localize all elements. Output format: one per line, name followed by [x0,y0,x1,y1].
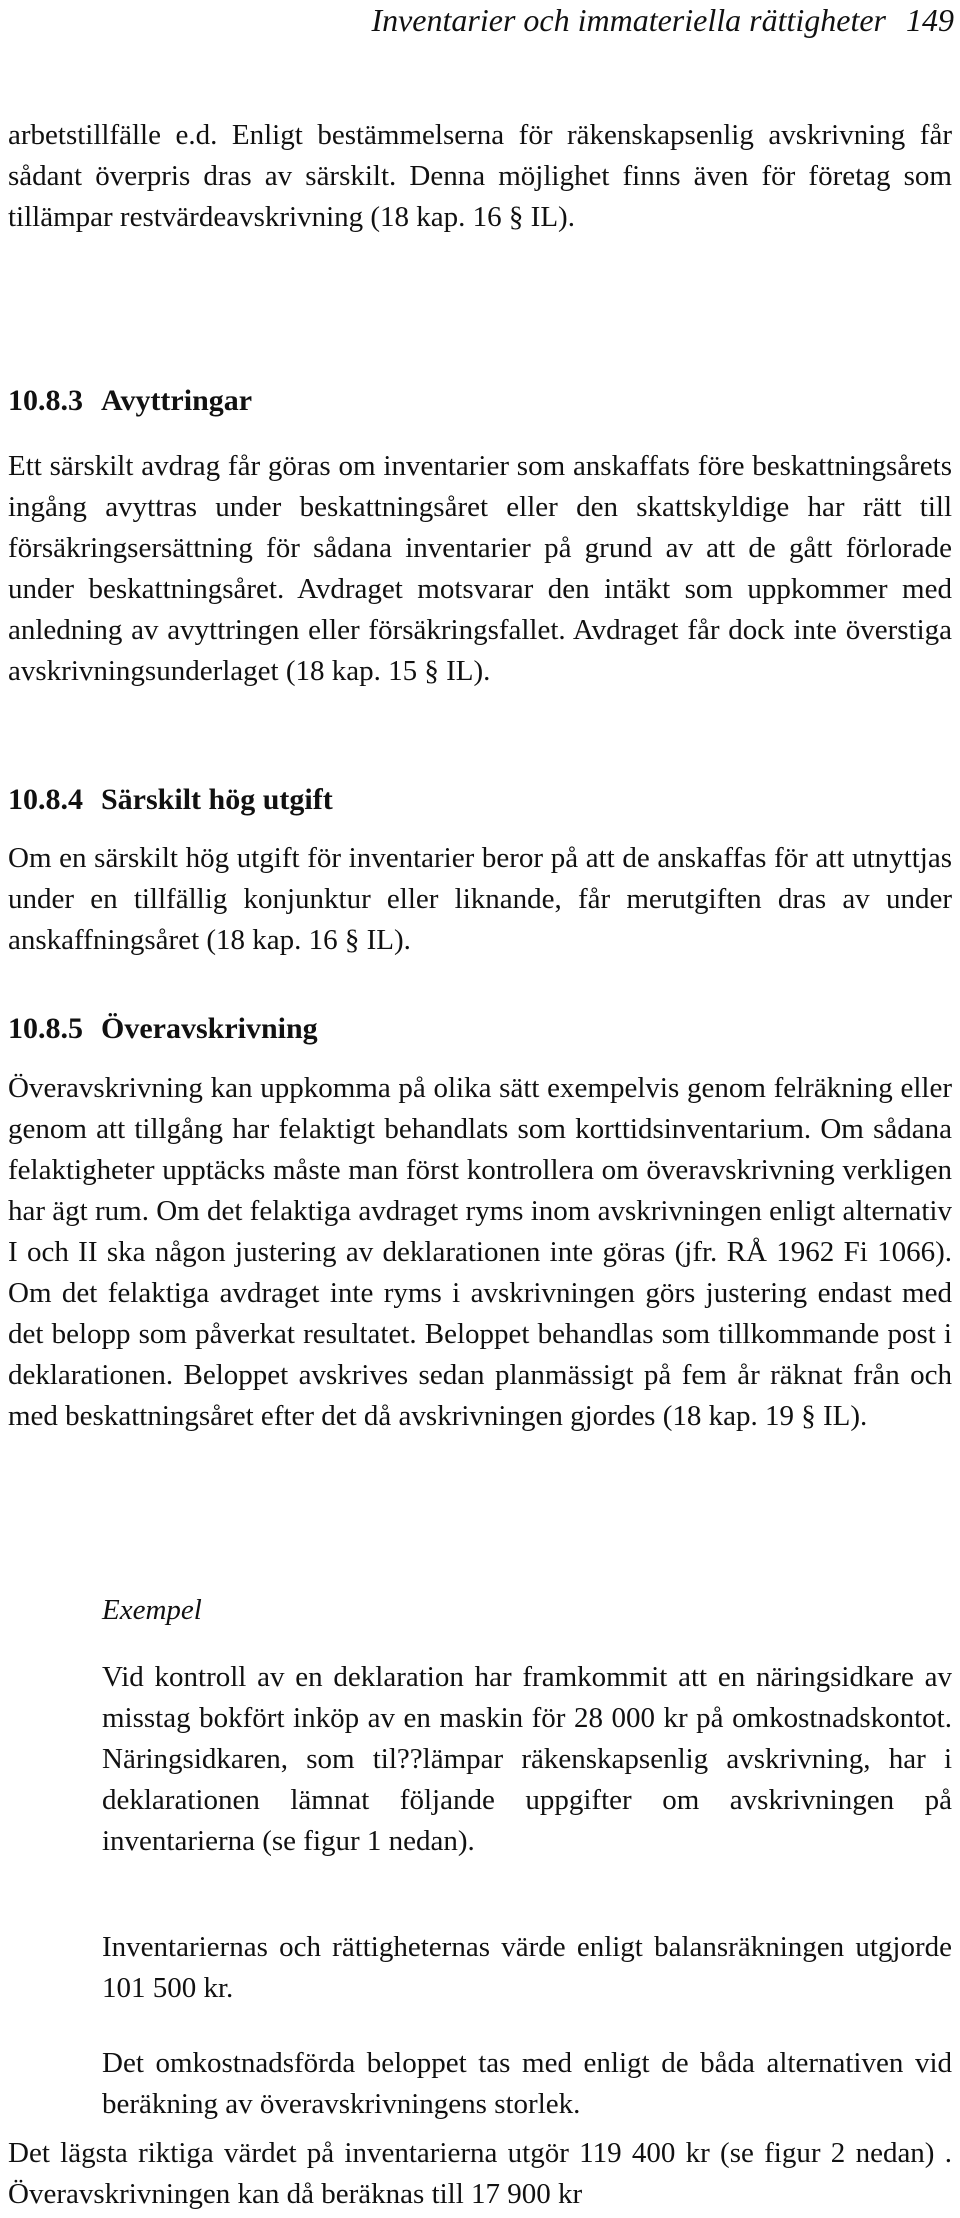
section-title: Överavskrivning [101,1012,318,1045]
example-text-1: Vid kontroll av en deklaration har framkommit att en näringsidkare av misstag bokfört inköp av en maskin för 28 000 kr på omkostnadskontot. Näringsidkaren, som til??lämpar räkenskapsenlig avskrivning, har i deklarationen lämnat följande uppgifter om avskrivningen på inventarierna (se figur 1 nedan). [102,1661,952,1857]
section-heading-avyttringar [8,381,252,421]
final-text: Det lägsta riktiga värdet på inventarierna utgör 119 400 kr (se figur 2 nedan) . Överavskrivningen kan då beräknas till 17 900 kr [8,2137,952,2210]
section-number: 10.8.3 [8,384,83,417]
section-number: 10.8.5 [8,1012,83,1045]
example-paragraph-2 [102,1927,952,2009]
avyttringar-paragraph [8,446,952,692]
section-heading-sarskilt-hog-utgift [8,780,333,820]
example-text-2: Inventariernas och rättigheternas värde enligt balansräkningen utgjorde 101 500 kr. [102,1931,952,2004]
example-paragraph-1 [102,1657,952,1862]
example-label: Exempel [102,1594,202,1626]
overavskrivning-paragraph [8,1068,952,1437]
overavskrivning-text: Överavskrivning kan uppkomma på olika sätt exempelvis genom felräkning eller genom att tillgång har felaktigt behandlats som korttidsinventarium. Om sådana felaktigheter upptäcks måste man först kontrollera om överavskrivning verkligen har ägt rum. Om det felaktiga avdraget ryms inom avskrivningen enligt alternativ I och II ska någon justering av deklarationen inte göras (jfr. RÅ 1962 Fi 1066). Om det felaktiga avdraget inte ryms i avskrivningen görs justering endast med det belopp som påverkat resultatet. Beloppet behandlas som tillkommande post i deklarationen. Beloppet avskrives sedan planmässigt på fem år räknat från och med beskattningsåret efter det då avskrivningen gjordes (18 kap. 19 § IL). [8,1072,952,1432]
avyttringar-text: Ett särskilt avdrag får göras om inventarier som anskaffats före beskattningsårets ingång avyttras under beskattningsåret eller den skattskyldige har rätt till försäkringsersättning för sådana inventarier på grund av att de gått förlorade under beskattningsåret. Avdraget motsvarar den intäkt som uppkommer med anledning av avyttringen eller försäkringsfallet. Avdraget får dock inte överstiga avskrivningsunderlaget (18 kap. 15 § IL). [8,450,952,687]
running-head [371,0,954,40]
section-number: 10.8.4 [8,783,83,816]
section-title: Särskilt hög utgift [101,783,333,816]
sarskilt-hog-utgift-text: Om en särskilt hög utgift för inventarier beror på att de anskaffas för att utnyttjas under en tillfällig konjunktur eller liknande, får merutgiften dras av under anskaffningsåret (18 kap. 16 § IL). [8,842,952,956]
running-head-title: Inventarier och immateriella rättigheter [371,2,886,38]
intro-text: arbetstillfälle e.d. Enligt bestämmelserna för räkenskapsenlig avskrivning får sådant överpris dras av särskilt. Denna möjlighet finns även för företag som tillämpar restvärdeavskrivning (18 kap. 16 § IL). [8,119,952,233]
sarskilt-hog-utgift-paragraph [8,838,952,961]
section-heading-overavskrivning [8,1009,318,1049]
page-number: 149 [906,2,954,38]
example-text-3: Det omkostnadsförda beloppet tas med enligt de båda alternativen vid beräkning av överavskrivningens storlek. [102,2047,952,2120]
example-paragraph-3 [102,2043,952,2125]
intro-paragraph [8,115,952,238]
section-title: Avyttringar [101,384,253,417]
final-paragraph [8,2133,952,2215]
